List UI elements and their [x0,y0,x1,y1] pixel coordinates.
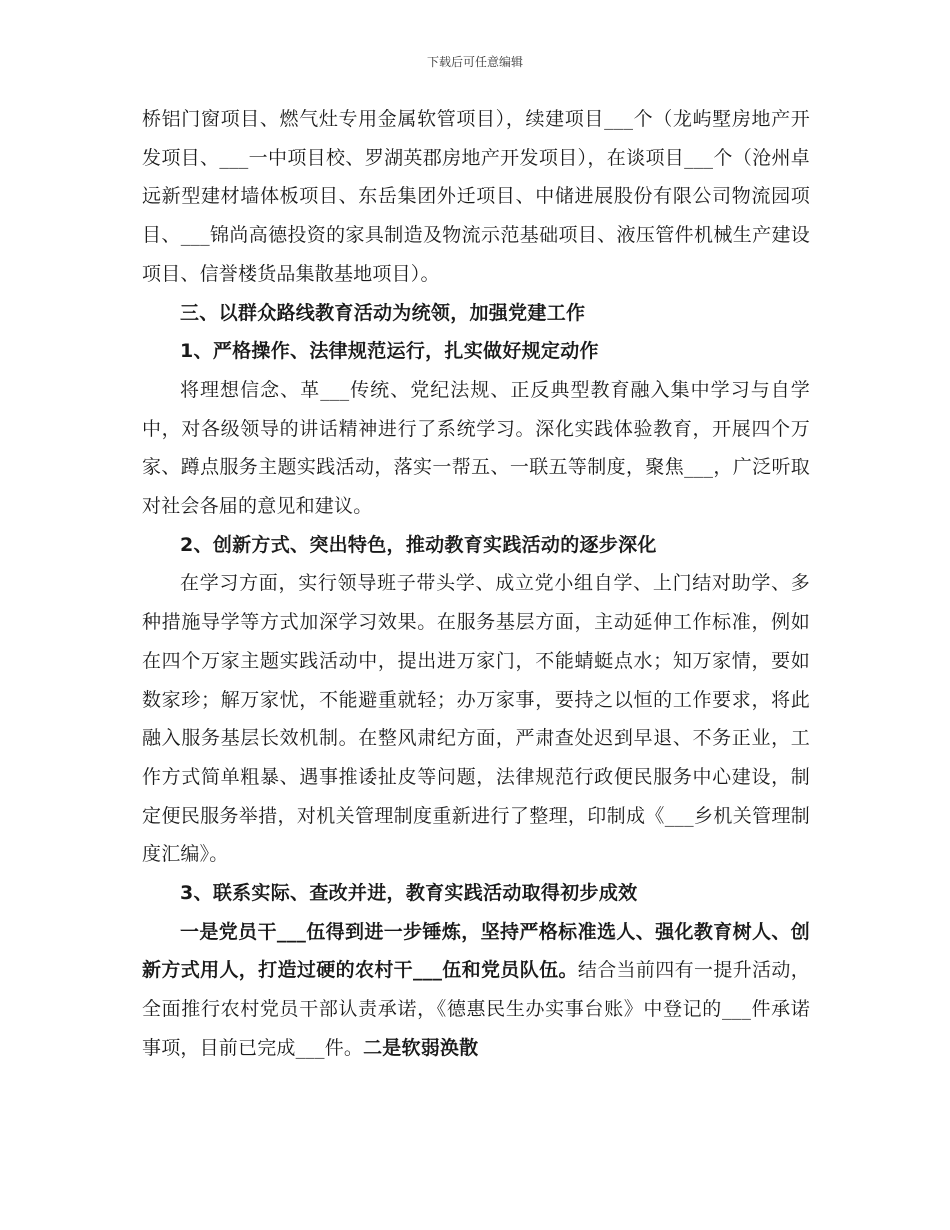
page-header-note: 下载后可任意编辑 [426,55,523,69]
subsection-heading-3-2: 2、创新方式、突出特色，推动教育实践活动的逐步深化 [180,533,657,556]
section-heading-3: 三、以群众路线教育活动为统领，加强党建工作 [180,301,586,324]
subsection-heading-3-1: 1、严格操作、法律规范运行，扎实做好规定动作 [180,340,599,363]
results-point-one: 一是党员干___伍得到进一步锤炼，坚持严格标准选人、强化教育树人、创新方式用人，打造过硬的农村干___伍和党员队伍。 [142,920,810,982]
results-point-two: 二是软弱涣散 [363,1036,479,1059]
paragraph-innovation: 在学习方面，实行领导班子带头学、成立党小组自学、上门结对助学、多种措施导学等方式加深学习效果。在服务基层方面，主动延伸工作标准，例如在四个万家主题实践活动中，提出进万家门，不能蜻蜓点水；知万家情，要如数家珍；解万家忧，不能避重就轻；办万家事，要持之以恒的工作要求，将此融入服务基层长效机制。在整风肃纪方面，严肃查处迟到早退、不务正业，工作方式简单粗暴、遇事推诿扯皮等问题，法律规范行政便民服务中心建设，制定便民服务举措，对机关管理制度重新进行了整理，印制成《___乡机关管理制度汇编》。 [142,572,810,866]
paragraph-projects: 桥铝门窗项目、燃气灶专用金属软管项目），续建项目___个（龙屿墅房地产开发项目、___一中项目校、罗湖英郡房地产开发项目），在谈项目___个（沧州卓远新型建材墙体板项目、东岳集团外迁项目、中储进展股份有限公司物流园项目、___锦尚高德投资的家具制造及物流示范基础项目、液压管件机械生产建设项目、信誉楼货品集散基地项目）。 [142,108,810,285]
paragraph-results [142,913,810,1068]
paragraph-study: 将理想信念、革___传统、党纪法规、正反典型教育融入集中学习与自学中，对各级领导的讲话精神进行了系统学习。深化实践体验教育，开展四个万家、蹲点服务主题实践活动，落实一帮五、一联五等制度，聚焦___，广泛听取对社会各届的意见和建议。 [142,378,810,518]
document-body [142,100,810,1068]
results-point-one-detail: 结合当前四有一提升活动，全面推行农村党员干部认责承诺，《德惠民生办实事台账》中登记的___件承诺事项，目前已完成___件。 [142,959,810,1059]
subsection-heading-3-3: 3、联系实际、查改并进，教育实践活动取得初步成效 [180,882,638,905]
